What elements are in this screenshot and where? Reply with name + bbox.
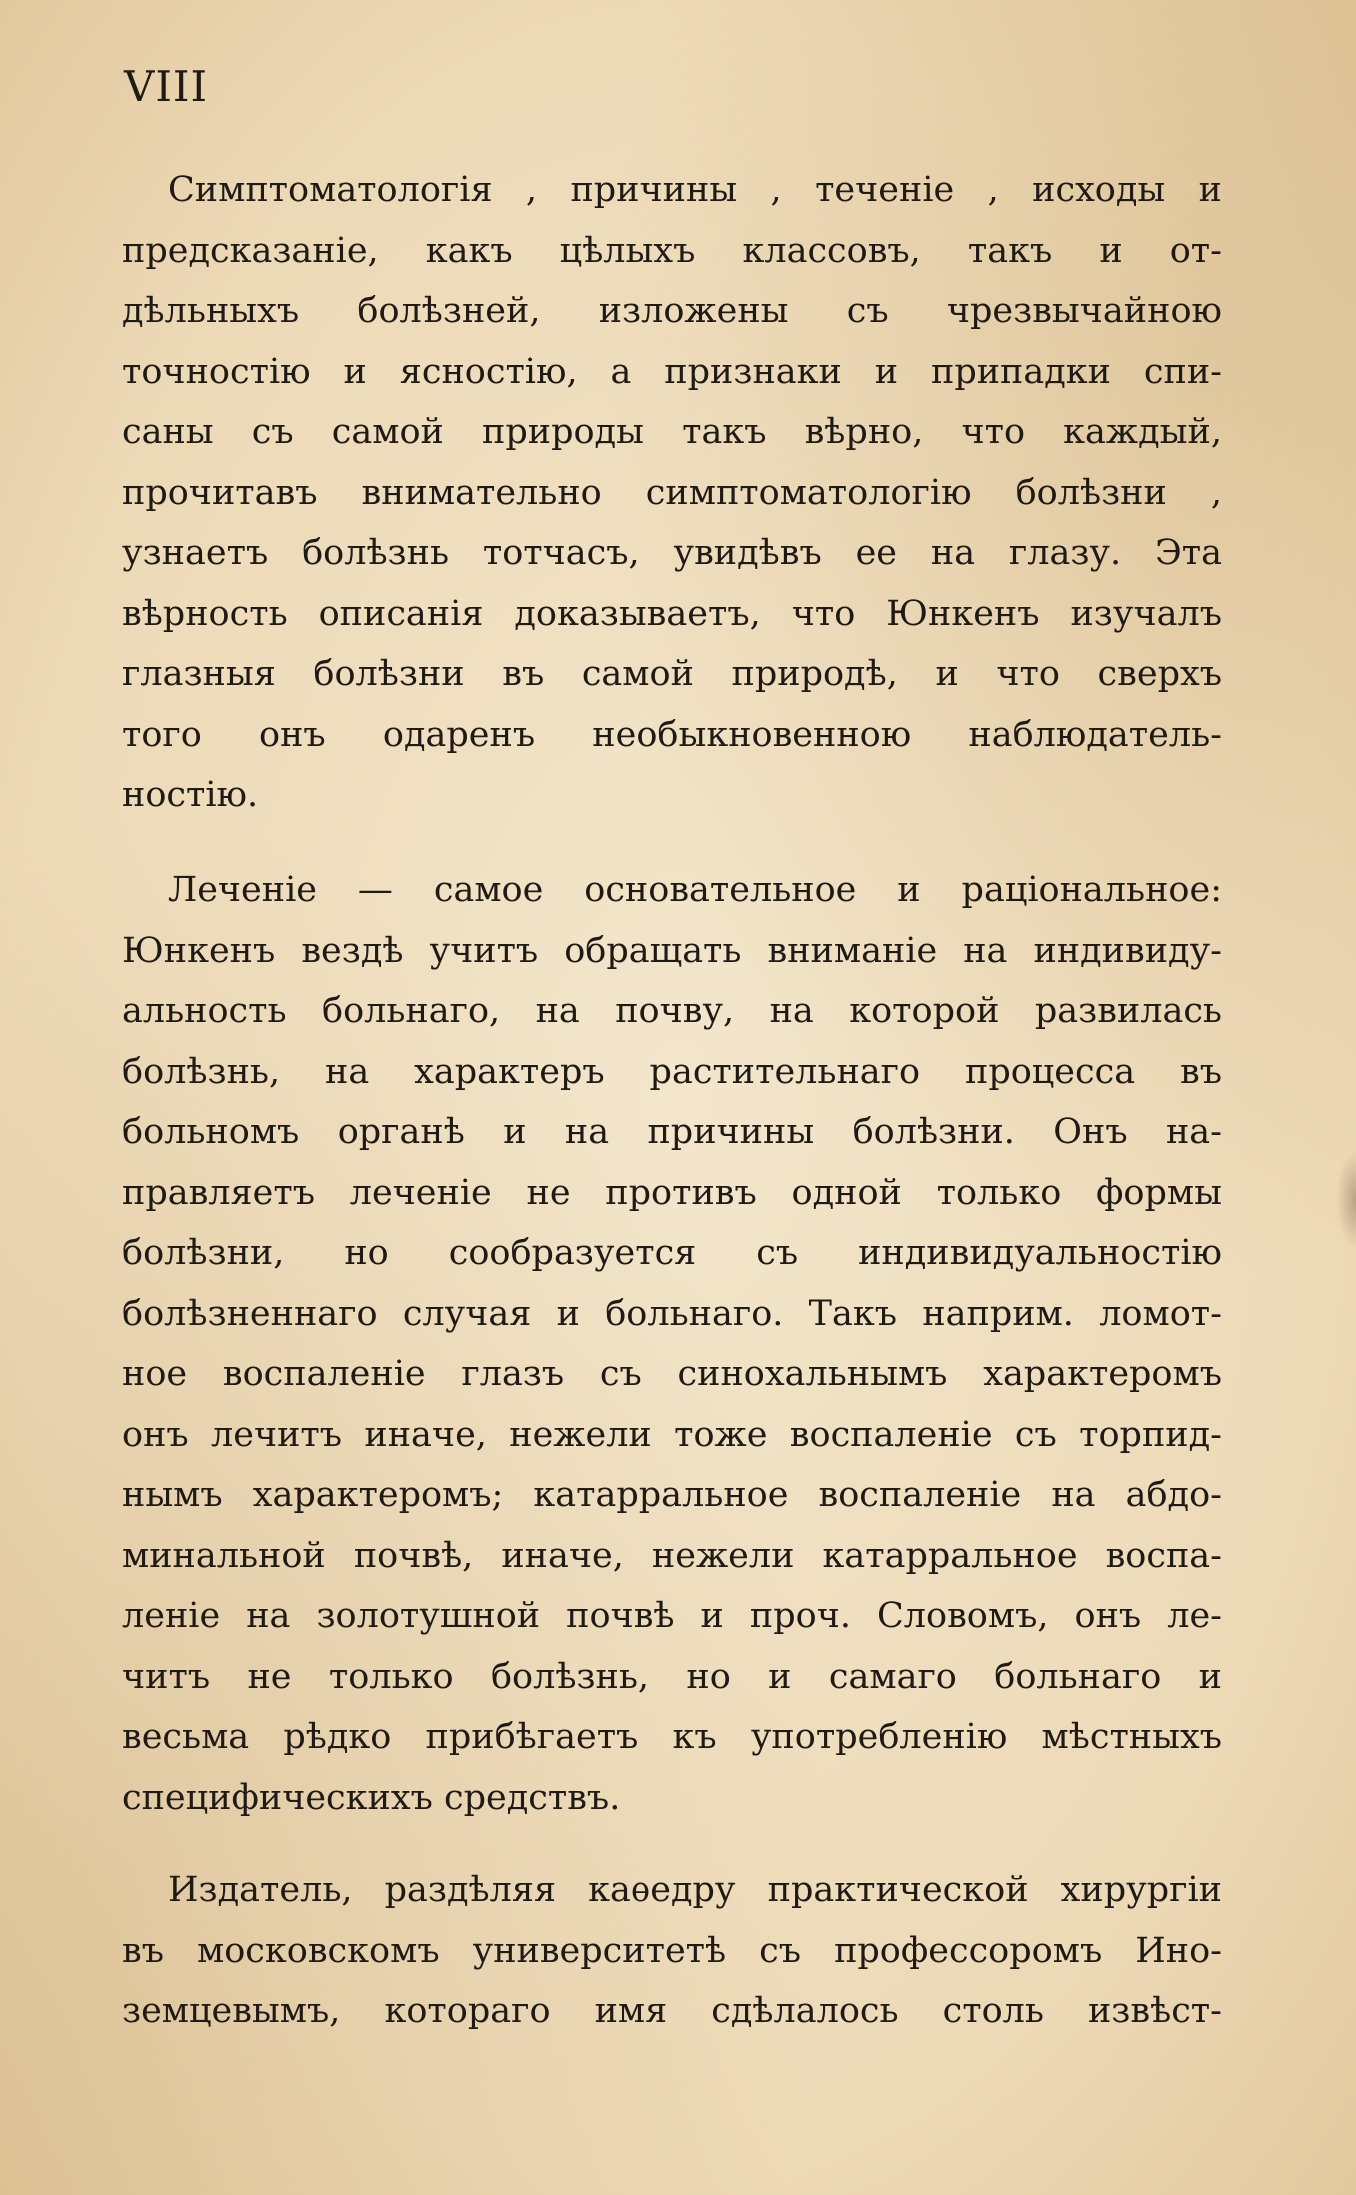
text-line: Юнкенъ вездѣ учитъ обращать вниманіе на индивиду- (122, 930, 1222, 971)
text-line: точностію и ясностію, а признаки и припадки спи- (122, 351, 1222, 392)
paragraph-text (122, 860, 1222, 1828)
text-line: прочитавъ внимательно симптоматологію болѣзни , (122, 472, 1222, 513)
text-line: правляетъ леченіе не противъ одной только формы (122, 1172, 1222, 1213)
text-line: леніе на золотушной почвѣ и проч. Словомъ, онъ ле- (122, 1596, 1222, 1636)
page-edge-shadow (1336, 1150, 1356, 1250)
text-line: альность больнаго, на почву, на которой развилась (122, 991, 1222, 1031)
text-line: Издатель, раздѣляя каѳедру практической хирургіи (168, 1870, 1222, 1910)
text-line: больномъ органѣ и на причины болѣзни. Онъ на- (122, 1112, 1222, 1152)
text-line: въ московскомъ университетѣ съ профессоромъ Ино- (122, 1930, 1222, 1971)
text-line: онъ лечитъ иначе, нежели тоже воспаленіе съ торпид- (122, 1414, 1222, 1455)
text-line: нымъ характеромъ; катарральное воспаленіе на абдо- (122, 1475, 1222, 1515)
text-line: Леченіе — самое основательное и раціональное: (168, 870, 1222, 910)
text-line: читъ не только болѣзнь, но и самаго больнаго и (122, 1656, 1222, 1697)
text-line: узнаетъ болѣзнь тотчасъ, увидѣвъ ее на глазу. Эта (122, 533, 1222, 573)
text-line: саны съ самой природы такъ вѣрно, что каждый, (122, 412, 1222, 452)
text-line: земцевымъ, котораго имя сдѣлалось столь извѣст- (122, 1991, 1222, 2031)
text-line: того онъ одаренъ необыкновенною наблюдатель- (122, 714, 1222, 755)
text-line: болѣзни, но сообразуется съ индивидуальностію (122, 1233, 1222, 1273)
paragraph-text (122, 160, 1222, 826)
text-line: минальной почвѣ, иначе, нежели катарральное воспа- (122, 1535, 1222, 1576)
paragraph-symptomatology (122, 160, 1222, 826)
text-line: глазныя болѣзни въ самой природѣ, и что сверхъ (122, 654, 1222, 694)
paragraph-text (122, 1860, 1222, 2042)
text-line: болѣзненнаго случая и больнаго. Такъ наприм. ломот- (122, 1293, 1222, 1334)
text-line: предсказаніе, какъ цѣлыхъ классовъ, такъ и от- (122, 230, 1222, 271)
text-line: ное воспаленіе глазъ съ синохальнымъ характеромъ (122, 1354, 1222, 1394)
text-line: весьма рѣдко прибѣгаетъ къ употребленію мѣстныхъ (122, 1717, 1222, 1757)
text-line: дѣльныхъ болѣзней, изложены съ чрезвычайною (122, 291, 1222, 331)
text-line: ностію. (122, 775, 259, 815)
paragraph-treatment (122, 860, 1222, 1828)
text-line: вѣрность описанія доказываетъ, что Юнкенъ изучалъ (122, 593, 1222, 634)
text-line: специфическихъ средствъ. (122, 1777, 621, 1818)
paragraph-publisher (122, 1860, 1222, 2042)
page-number: VIII (124, 62, 209, 111)
text-line: Симптоматологія , причины , теченіе , исходы и (168, 170, 1222, 210)
text-line: болѣзнь, на характеръ растительнаго процесса въ (122, 1051, 1222, 1092)
